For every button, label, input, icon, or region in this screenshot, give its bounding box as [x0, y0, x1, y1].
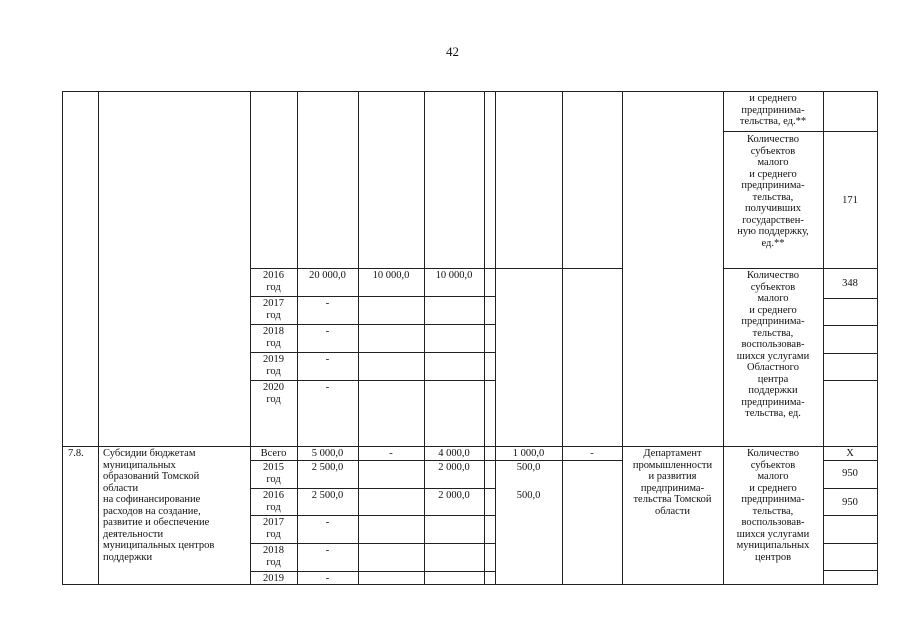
- total-cell: 2 500,0: [311, 462, 344, 473]
- total-cell: 2 500,0: [311, 490, 344, 501]
- year-cell: 2019: [263, 573, 284, 584]
- year-cell: 2016 год: [263, 490, 284, 513]
- indicator-text: и среднего предпринима- тельства, ед.**: [739, 93, 807, 127]
- total-cell: -: [325, 573, 330, 584]
- total-cell: -: [325, 517, 330, 528]
- total-cell: -: [325, 354, 330, 365]
- indicator-value: 950: [842, 468, 858, 479]
- indicator-value: 348: [842, 278, 858, 289]
- funding-cell: 10 000,0: [435, 270, 473, 281]
- indicator-text: Количество субъектов малого и среднего предпринима- тельства, воспользовав- шихся услугами муниципальных центров: [736, 448, 810, 563]
- indicator-value: 950: [842, 497, 858, 508]
- year-cell: 2016 год: [263, 270, 284, 293]
- total-cell: -: [325, 326, 330, 337]
- year-cell: 2020 год: [263, 382, 284, 405]
- indicator-text: Количество субъектов малого и среднего предпринима- тельства, получивших государствен- ную поддержку, ед.**: [737, 134, 809, 249]
- funding-cell: -: [389, 448, 393, 459]
- total-cell: -: [325, 382, 330, 393]
- indicator-value: 171: [842, 195, 858, 206]
- funding-cell: 500,0: [516, 490, 541, 501]
- funding-cell: 1 000,0: [512, 448, 545, 459]
- row-number: 7.8.: [68, 448, 84, 459]
- total-cell: -: [325, 298, 330, 309]
- indicator-value: X: [846, 448, 854, 459]
- page-number: 42: [446, 44, 459, 59]
- funding-cell: 10 000,0: [372, 270, 410, 281]
- year-cell: 2017 год: [263, 298, 284, 321]
- funding-cell: 4 000,0: [438, 448, 470, 459]
- total-cell: 5 000,0: [311, 448, 344, 459]
- year-cell: 2015 год: [263, 462, 284, 485]
- year-cell: 2018 год: [263, 326, 284, 349]
- funding-cell: 500,0: [516, 462, 541, 473]
- funding-cell: -: [590, 448, 594, 459]
- total-cell: -: [325, 545, 330, 556]
- funding-cell: 2 000,0: [438, 462, 470, 473]
- measure-name: Субсидии бюджетам муниципальных образований Томской области на софинансирование расходов на создание, развитие и обеспечение деятельности муниципальных центров поддержки: [103, 448, 215, 563]
- year-cell: 2019 год: [263, 354, 284, 377]
- funding-cell: 2 000,0: [438, 490, 470, 501]
- total-cell: 20 000,0: [309, 270, 346, 281]
- year-cell: 2017 год: [263, 517, 284, 540]
- indicator-text: Количество субъектов малого и среднего предпринима- тельства, воспользовав- шихся услугами Областного центра поддержки предпринима- тельства, ед.: [736, 270, 810, 419]
- year-cell: 2018 год: [263, 545, 284, 568]
- executor: Департамент промышленности и развития предпринима- тельства Томской области: [632, 448, 713, 517]
- year-cell: Всего: [260, 448, 287, 459]
